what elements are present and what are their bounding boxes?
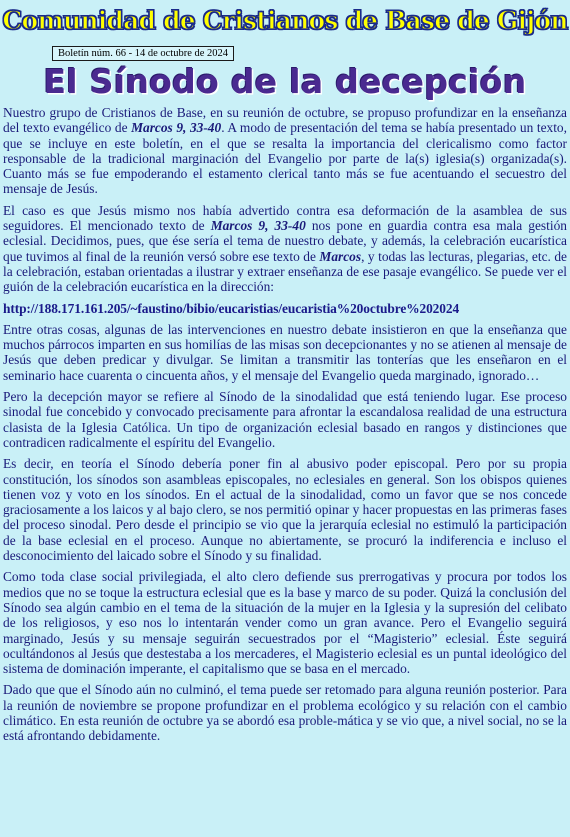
paragraph-4: Pero la decepción mayor se refiere al Sínodo de la sinodalidad que está teniendo lugar. Ese proceso sinodal fue concebido y convocado precisamente para afrontar la escandalosa realidad de una estructura clasista de la Iglesia Católica. Un tipo de organización eclesial basado en rangos y distinciones que contradicen radicalmente el espíritu del Evangelio. — [3, 389, 567, 450]
article-headline: El Sínodo de la decepción — [43, 62, 527, 101]
paragraph-2: El caso es que Jesús mismo nos había advertido contra esa deformación de la asamblea de sus seguidores. El mencionado texto de Marcos 9, 33-40 nos pone en guardia contra esa mala gestión eclesial. Decidimos, pues, que ése sería el tema de nuestro debate, y además, la celebración eucarística que tuvimos al final de la reunión versó sobre ese texto de Marcos, y todas las lecturas, plegarias, etc. de la celebración, estaban orientadas a ilustrar y extraer enseñanza de ese pasaje evangélico. Se puede ver el guión de la celebración eucarística en la dirección: — [3, 202, 568, 295]
paragraph-5: Es decir, en teoría el Sínodo debería poner fin al abusivo poder episcopal. Pero por su propia constitución, los sínodos son asambleas episcopales, no eclesiales en general. Son los obispos quienes tienen voz y voto en los sínodos. En el actual de la sinodalidad, como un favor que se nos concede graciosamente a los laicos y al bajo clero, se nos permitió opinar y hacer propuestas en las primeras fases del proceso sinodal. Pero desde el principio se vio que la jerarquía eclesial no estimuló la participación de la base eclesial en el proceso. Aunque no abiertamente, se procuró la indiferencia e incluso el desconocimiento del laicado sobre el Sínodo y su finalidad. — [3, 456, 567, 564]
scripture-reference: Marcos 9, 33-40 — [131, 120, 222, 136]
paragraph-3: Entre otras cosas, algunas de las intervenciones en nuestro debate insistieron en que la enseñanza que muchos párrocos imparten en sus homilías de las misas son decepcionantes y no se atienen al mensaje de Jesús que deben predicar y divulgar. Se limitan a transmitir las tonterías que les enseñaron en el seminario hace cuarenta o cincuenta años, y el mensaje del Evangelio queda marginado, ignorado… — [3, 321, 567, 383]
paragraph-1: Nuestro grupo de Cristianos de Base, en su reunión de octubre, se propuso profundizar en la enseñanza del texto evangélico de Marcos 9, 33-40. A modo de presentación del tema se había presentado un texto, que se incluye en este boletín, en el que se resalta la importancia del clericalismo como factor responsable de la tradicional marginación del Evangelio por parte de la(s) iglesia(s) organizada(s). Cuanto más se fue empoderando el estamento clerical tanto más se fue acentuando el secuestro del mensaje de Jesús. — [3, 105, 567, 197]
celebration-link[interactable]: http://188.171.161.205/~faustino/bibio/eucaristias/eucaristia%20octubre%202024 — [3, 300, 460, 316]
paragraph-6: Como toda clase social privilegiada, el alto clero defiende sus prerrogativas y procura por todos los medios que no se toque la estructura eclesial que es la base y marco de su poder. Quizá la conclusión del Sínodo sea algún cambio en el tema de la situación de la mujer en la Iglesia y la supresión del celibato de los religiosos, y eso nos lo intentarán vender como un gran avance. Pero el Evangelio seguirá marginado, Jesús y su mensaje seguirán secuestrados por el “Magisterio” eclesial. Éste seguirá ocultándonos al Jesús que destestaba a los mercaderes, el Magisterio eclesial es un puntal ideológico del sistema de dominación imperante, el capitalismo que se basa en el mercado. — [3, 569, 567, 677]
scripture-reference: Marcos — [319, 248, 362, 264]
article-body — [3, 105, 567, 750]
masthead-title: Comunidad de Cristianos de Base de Gijón — [2, 6, 568, 35]
paragraph-7: Dado que que el Sínodo aún no culminó, el tema puede ser retomado para alguna reunión posterior. Para la reunión de noviembre se propone profundizar en el problema ecológico y su relación con el cambio climático. En esta reunión de octubre ya se abordó esa proble-mática y se vio que, a nivel social, no se la está afrontando debidamente. — [3, 682, 567, 744]
scripture-reference: Marcos 9, 33-40 — [210, 218, 306, 234]
bulletin-number: Boletín núm. 66 - 14 de octubre de 2024 — [52, 46, 234, 61]
